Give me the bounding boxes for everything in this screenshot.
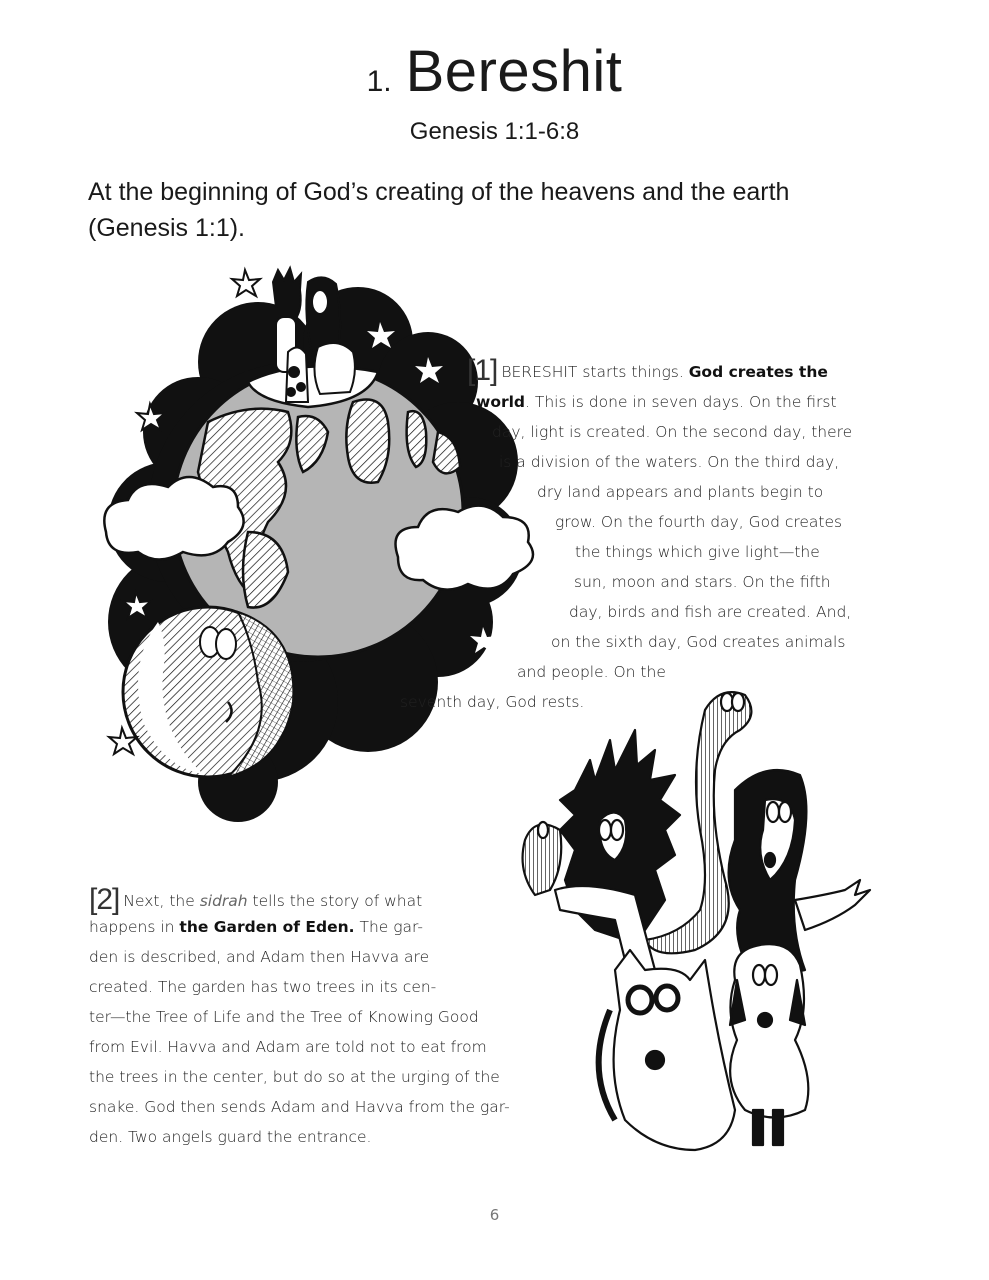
chapter-heading — [0, 38, 989, 105]
key-phrase: the Garden of Eden. — [179, 918, 355, 936]
para2-line-1: [2] Next, the sidrah tells the story of what — [89, 883, 423, 916]
para1-line-11: and people. On the — [517, 663, 666, 681]
key-phrase: world — [476, 393, 526, 411]
para1-line-8: sun, moon and stars. On the fifth — [574, 573, 831, 591]
para1-line-4: is a division of the waters. On the third day, — [499, 453, 840, 471]
chapter-number: 1. — [366, 65, 392, 98]
para1-line-7: the things which give light—the — [575, 543, 820, 561]
scripture-reference: Genesis 1:1-6:8 — [409, 118, 580, 145]
para2-line-3: den is described, and Adam then Havva are — [89, 948, 430, 966]
para1-line-3: day, light is created. On the second day, there — [492, 423, 853, 441]
para2-line-6: from Evil. Havva and Adam are told not to eat from — [89, 1038, 487, 1056]
para2-line-2: happens in the Garden of Eden. The gar- — [89, 918, 424, 936]
para2-line-8: snake. God then sends Adam and Havva from the gar- — [89, 1098, 510, 1116]
term-sidrah: sidrah — [199, 892, 248, 910]
para1-line-5: dry land appears and plants begin to — [537, 483, 824, 501]
page-number: 6 — [489, 1206, 500, 1224]
chapter-title: Bereshit — [405, 39, 623, 104]
para2-line-7: the trees in the center, but do so at the urging of the — [89, 1068, 500, 1086]
key-phrase: God creates the — [688, 363, 828, 381]
para1-line-6: grow. On the fourth day, God creates — [555, 513, 843, 531]
para2-line-5: ter—the Tree of Life and the Tree of Knowing Good — [89, 1008, 479, 1026]
para2-line-9: den. Two angels guard the entrance. — [89, 1128, 372, 1146]
section-marker-2: [2] — [89, 883, 120, 916]
para1-line-1: [1] BERESHIT starts things. God creates the — [467, 354, 828, 387]
para1-line-12: seventh day, God rests. — [400, 693, 585, 711]
creation-globe-illustration — [98, 262, 568, 832]
para1-line-2: world. This is done in seven days. On the first — [476, 393, 837, 411]
section-marker-1: [1] — [467, 354, 498, 387]
intro-verse: At the beginning of God’s creating of the heavens and the earth (Genesis 1:1). — [88, 178, 790, 242]
garden-of-eden-illustration — [505, 680, 885, 1160]
para1-line-10: on the sixth day, God creates animals — [551, 633, 846, 651]
para2-line-4: created. The garden has two trees in its cen- — [89, 978, 437, 996]
para1-line-9: day, birds and fish are created. And, — [569, 603, 852, 621]
